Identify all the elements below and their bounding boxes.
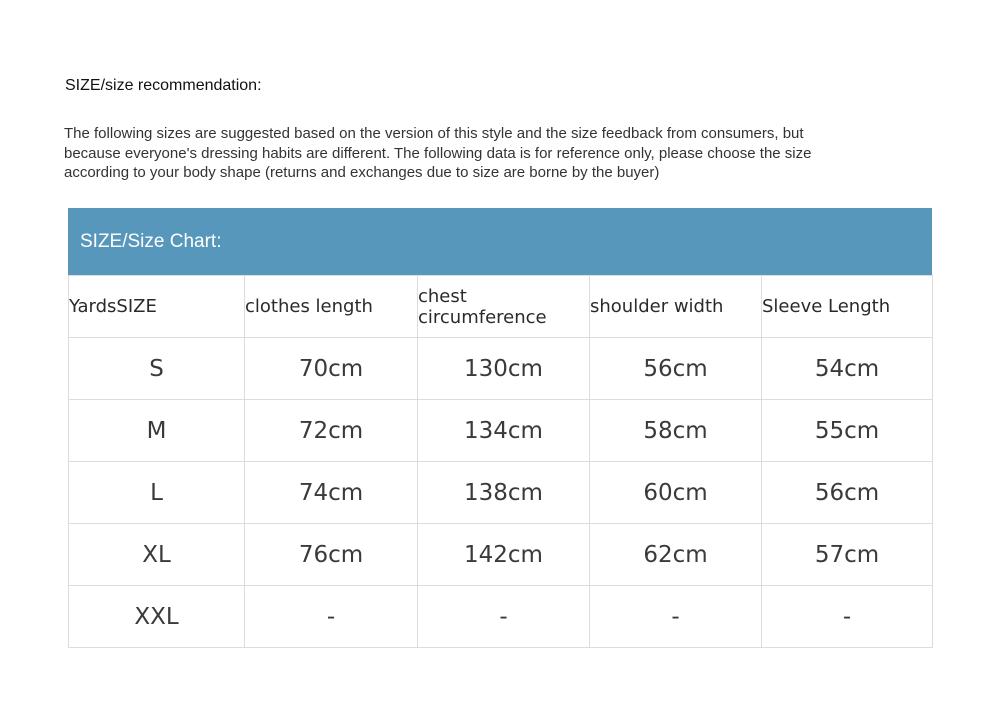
table-header-row [69,276,933,338]
column-header-clothes-length: clothes length [245,276,418,338]
shoulder-cell: 56cm [590,338,762,400]
sleeve-cell: - [762,586,933,648]
intro-line: because everyone's dressing habits are different. The following data is for reference only, please choose the size [64,144,812,162]
size-chart [68,208,932,648]
column-header-sleeve-length: Sleeve Length [762,276,933,338]
column-header-chest-line: circumference [418,306,547,328]
sleeve-cell: 54cm [762,338,933,400]
chest-cell: 138cm [418,462,590,524]
intro-line: according to your body shape (returns and exchanges due to size are borne by the buyer) [64,164,660,181]
intro-line: The following sizes are suggested based on the version of this style and the size feedback from consumers, but [64,125,804,142]
size-cell: XXL [69,586,245,648]
sleeve-cell: 56cm [762,462,933,524]
size-table [68,275,933,648]
length-cell: 76cm [245,524,418,586]
length-cell: - [245,586,418,648]
column-header-size: YardsSIZE [69,276,245,338]
table-row [69,586,933,648]
shoulder-cell: - [590,586,762,648]
chest-cell: 130cm [418,338,590,400]
table-row [69,400,933,462]
shoulder-cell: 62cm [590,524,762,586]
shoulder-cell: 60cm [590,462,762,524]
page-heading: SIZE/size recommendation: [65,77,262,94]
length-cell: 74cm [245,462,418,524]
size-cell: L [69,462,245,524]
intro-paragraph [64,124,934,183]
shoulder-cell: 58cm [590,400,762,462]
sleeve-cell: 57cm [762,524,933,586]
column-header-chest-line: chest [418,285,467,307]
column-header-chest [418,276,590,338]
size-cell: XL [69,524,245,586]
chest-cell: - [418,586,590,648]
table-row [69,462,933,524]
column-header-shoulder-width: shoulder width [590,276,762,338]
length-cell: 72cm [245,400,418,462]
chest-cell: 134cm [418,400,590,462]
size-cell: M [69,400,245,462]
chest-cell: 142cm [418,524,590,586]
size-chart-title: SIZE/Size Chart: [68,208,932,275]
table-row [69,524,933,586]
size-cell: S [69,338,245,400]
length-cell: 70cm [245,338,418,400]
table-row [69,338,933,400]
sleeve-cell: 55cm [762,400,933,462]
